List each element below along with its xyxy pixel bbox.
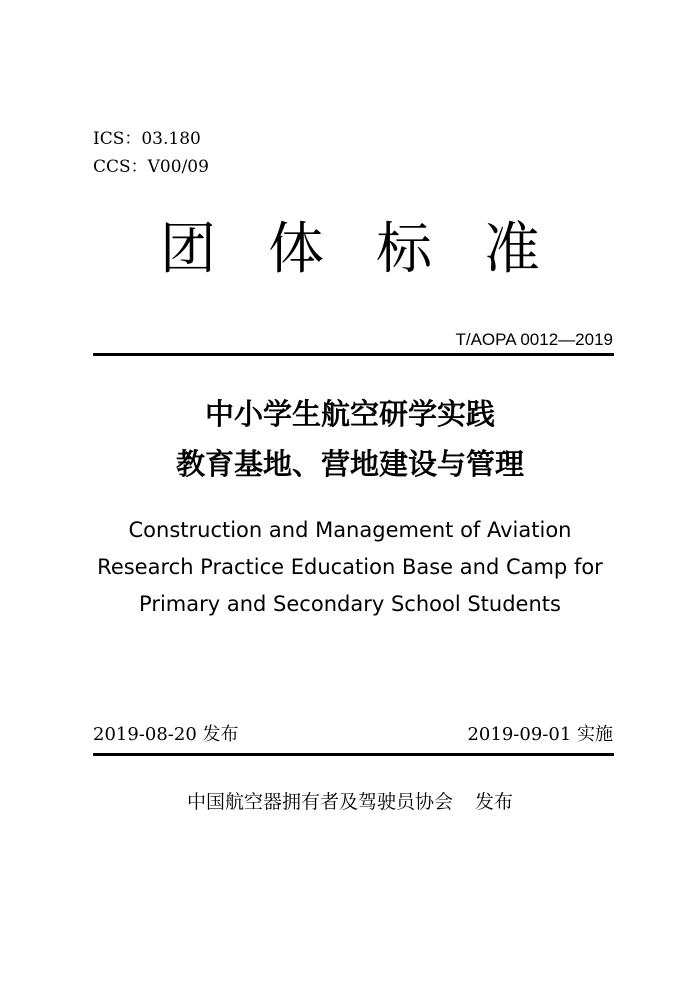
chinese-title-line-2: 教育基地、营地建设与管理: [175, 447, 524, 481]
english-title-line-2: Research Practice Education Base and Camp for: [97, 555, 603, 579]
ccs-code: CCS：V00/09: [93, 157, 209, 177]
publisher-line: [0, 789, 700, 815]
standard-number: T/AOPA 0012—2019: [455, 330, 613, 349]
publisher-action: 发布: [475, 791, 514, 813]
implementation-date: 2019-09-01 实施: [467, 724, 613, 745]
bottom-divider-rule: [93, 753, 614, 756]
chinese-title-line-1: 中小学生航空研学实践: [204, 397, 495, 431]
document-type-heading: 团体标准: [160, 217, 592, 282]
publisher-name: 中国航空器拥有者及驾驶员协会: [186, 791, 453, 813]
issue-date: 2019-08-20 发布: [93, 724, 239, 745]
english-title-line-1: Construction and Management of Aviation: [128, 518, 572, 542]
ics-code: ICS：03.180: [93, 129, 201, 149]
english-title-line-3: Primary and Secondary School Students: [139, 592, 561, 616]
top-divider-rule: [93, 353, 614, 356]
